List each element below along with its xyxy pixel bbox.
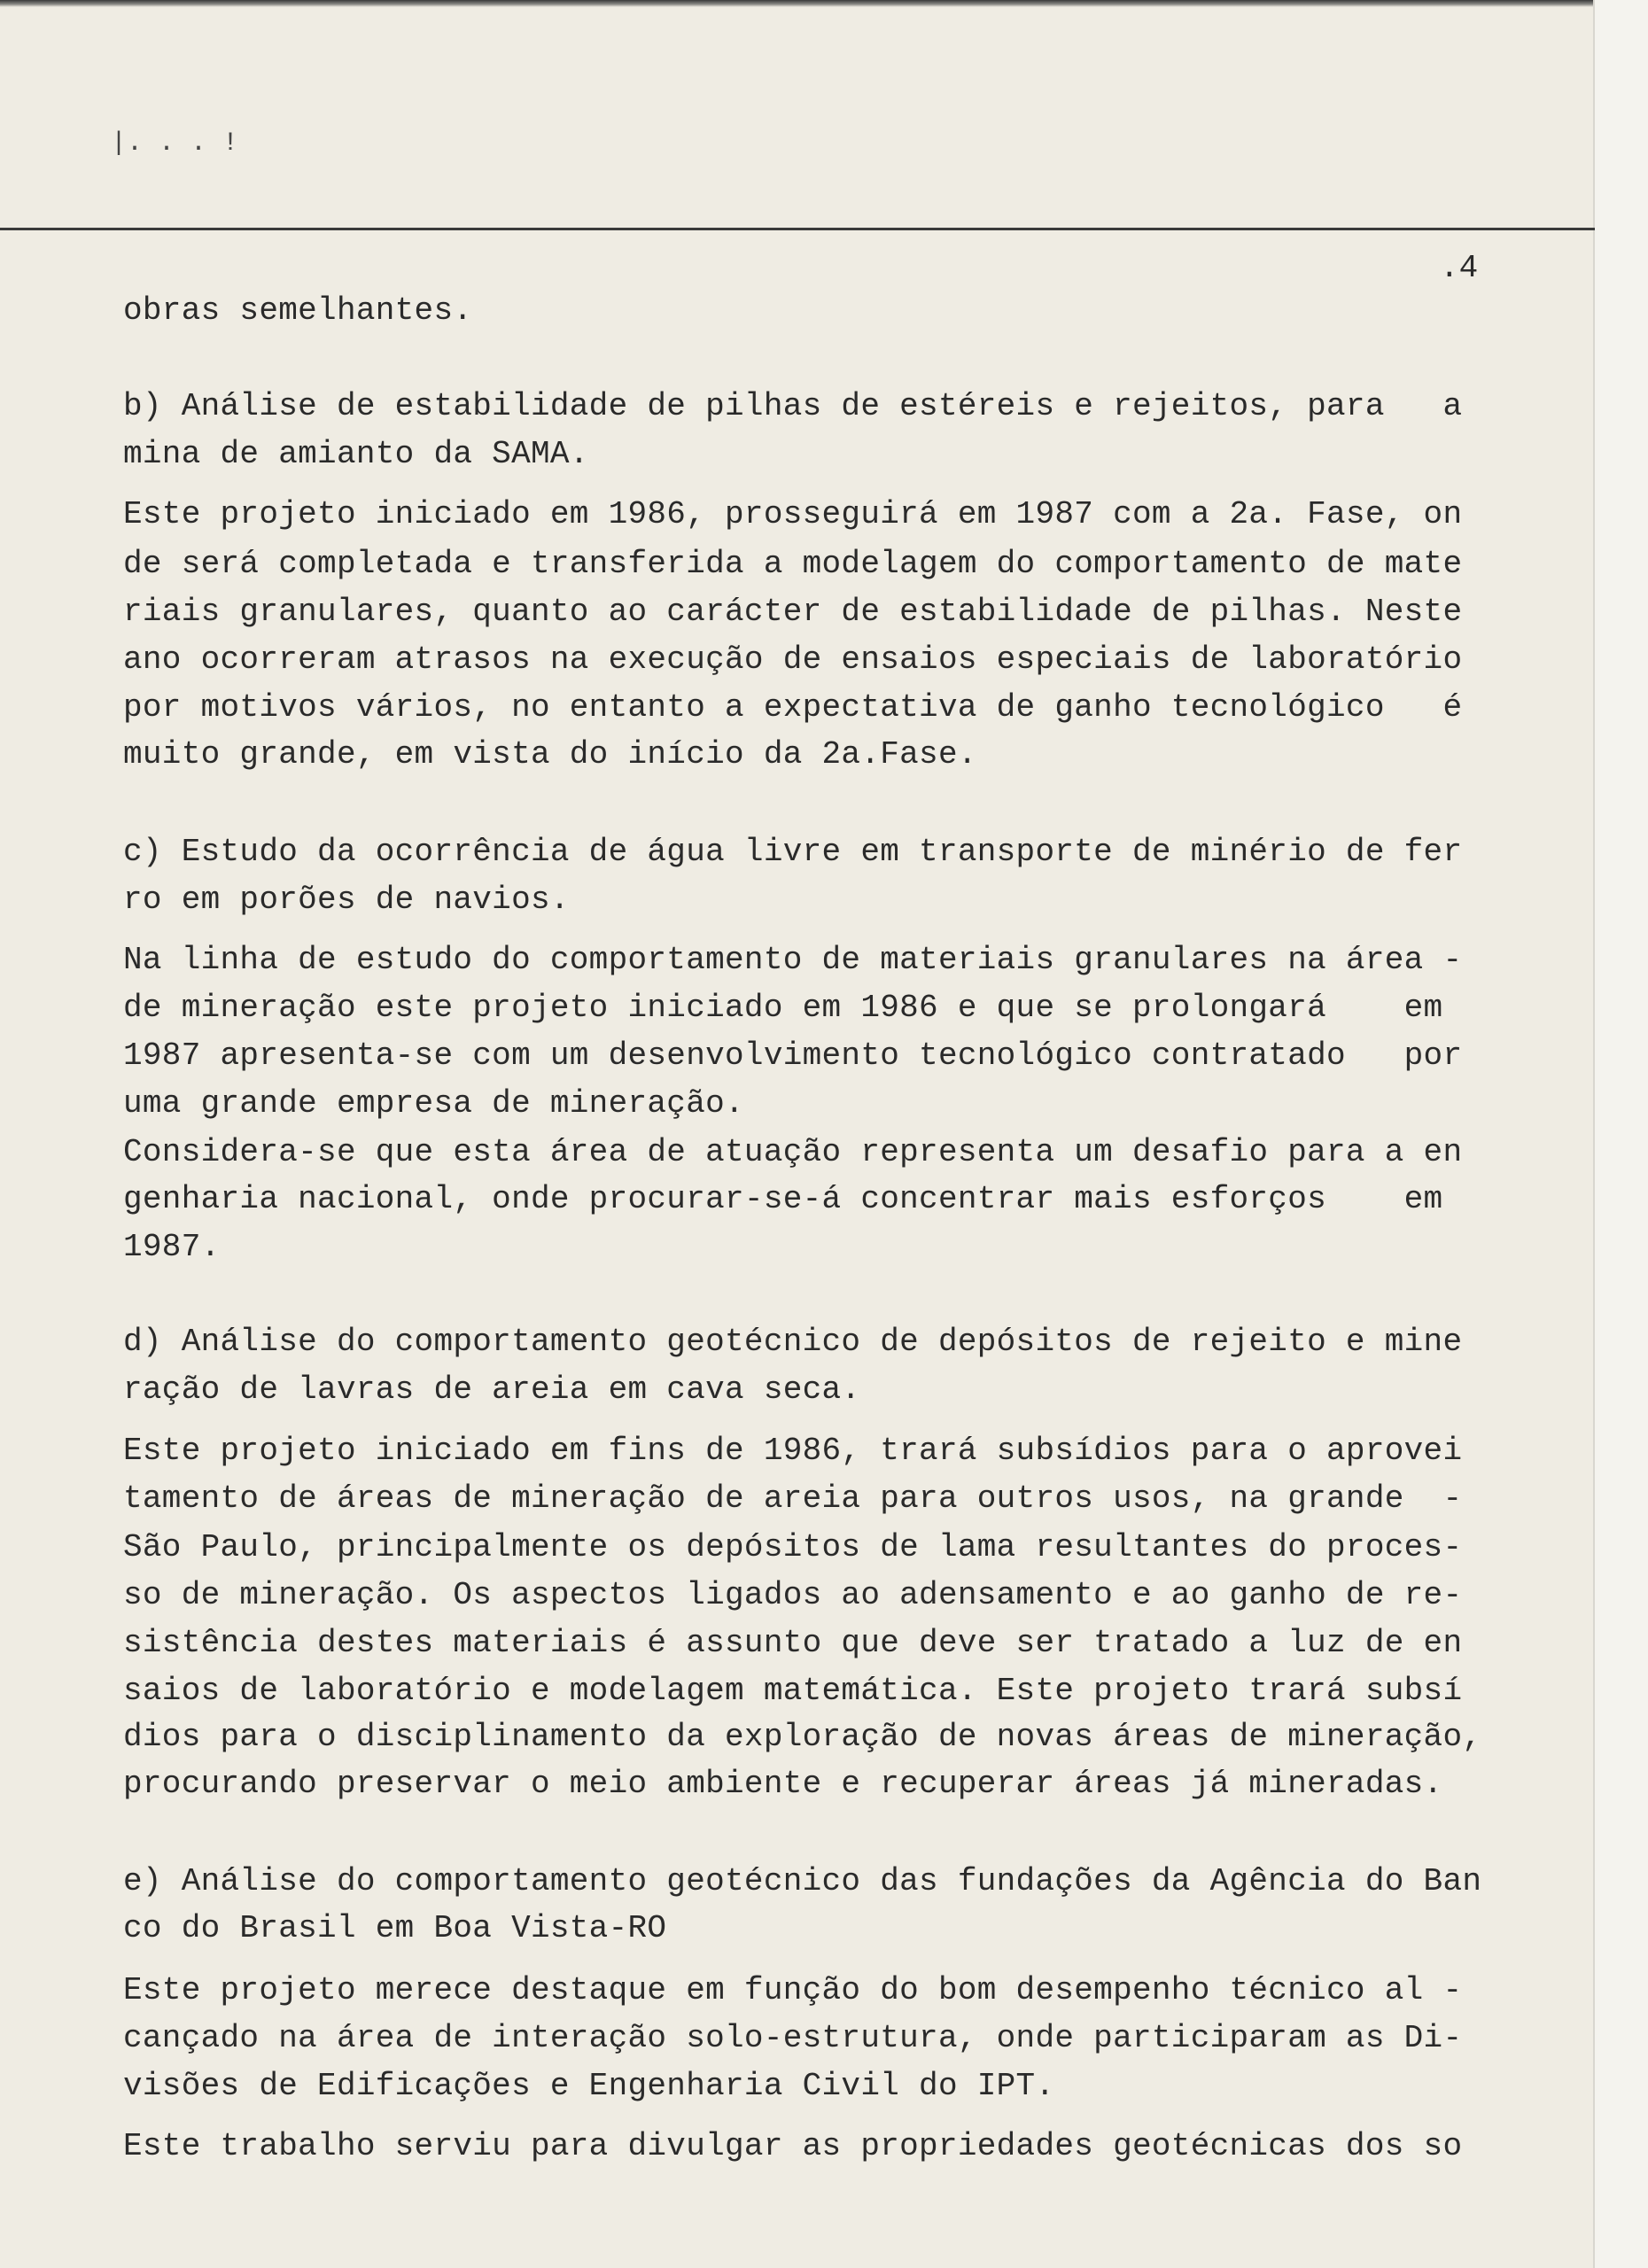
header-rule — [0, 228, 1595, 230]
text-line: Este projeto iniciado em fins de 1986, trará subsídios para o aprovei — [123, 1433, 1463, 1469]
text-line: de mineração este projeto iniciado em 1986 e que se prolongará em — [123, 990, 1443, 1026]
text-line: por motivos vários, no entanto a expectativa de ganho tecnológico é — [123, 689, 1463, 726]
scan-edge — [0, 0, 1595, 7]
text-line: 1987 apresenta-se com um desenvolvimento tecnológico contratado por — [123, 1037, 1463, 1074]
text-line: so de mineração. Os aspectos ligados ao adensamento e ao ganho de re- — [123, 1577, 1463, 1613]
text-line: São Paulo, principalmente os depósitos de lama resultantes do proces- — [123, 1529, 1463, 1565]
text-line: muito grande, em vista do início da 2a.Fase. — [123, 736, 977, 773]
text-line: c) Estudo da ocorrência de água livre em transporte de minério de fer — [123, 834, 1463, 870]
text-line: riais granulares, quanto ao carácter de estabilidade de pilhas. Neste — [123, 594, 1463, 630]
text-line: saios de laboratório e modelagem matemática. Este projeto trará subsí — [123, 1673, 1463, 1709]
text-line: de será completada e transferida a modelagem do comportamento de mate — [123, 546, 1463, 582]
text-line: b) Análise de estabilidade de pilhas de estéreis e rejeitos, para a — [123, 388, 1463, 424]
text-line: Este projeto merece destaque em função do bom desempenho técnico al - — [123, 1972, 1463, 2008]
text-line: visões de Edificações e Engenharia Civil do IPT. — [123, 2068, 1055, 2104]
text-line: e) Análise do comportamento geotécnico das fundações da Agência do Ban — [123, 1863, 1482, 1899]
text-line: obras semelhantes. — [123, 292, 473, 329]
page-margin — [1593, 0, 1648, 2268]
text-line: Na linha de estudo do comportamento de materiais granulares na área - — [123, 942, 1463, 978]
text-line: co do Brasil em Boa Vista-RO — [123, 1910, 667, 1946]
text-line: cançado na área de interação solo-estrutura, onde participaram as Di- — [123, 2020, 1463, 2056]
text-line: genharia nacional, onde procurar-se-á concentrar mais esforços em — [123, 1181, 1443, 1217]
text-line: Este projeto iniciado em 1986, prosseguirá em 1987 com a 2a. Fase, on — [123, 496, 1463, 532]
text-line: tamento de áreas de mineração de areia para outros usos, na grande - — [123, 1480, 1463, 1517]
text-line: ro em porões de navios. — [123, 882, 570, 918]
page-number: .4 — [1440, 250, 1479, 286]
text-line: procurando preservar o meio ambiente e recuperar áreas já mineradas. — [123, 1766, 1443, 1802]
text-line: uma grande empresa de mineração. — [123, 1085, 744, 1122]
text-line: mina de amianto da SAMA. — [123, 436, 589, 472]
header-marks: |. . . ! — [111, 128, 239, 159]
text-line: ano ocorreram atrasos na execução de ensaios especiais de laboratório — [123, 641, 1463, 678]
text-line: Este trabalho serviu para divulgar as propriedades geotécnicas dos so — [123, 2128, 1463, 2164]
text-line: ração de lavras de areia em cava seca. — [123, 1371, 861, 1408]
text-line: dios para o disciplinamento da exploração de novas áreas de mineração, — [123, 1719, 1482, 1755]
text-line: sistência destes materiais é assunto que deve ser tratado a luz de en — [123, 1625, 1463, 1661]
text-line: Considera-se que esta área de atuação representa um desafio para a en — [123, 1134, 1463, 1170]
text-line: d) Análise do comportamento geotécnico de depósitos de rejeito e mine — [123, 1324, 1463, 1360]
text-line: 1987. — [123, 1229, 221, 1265]
